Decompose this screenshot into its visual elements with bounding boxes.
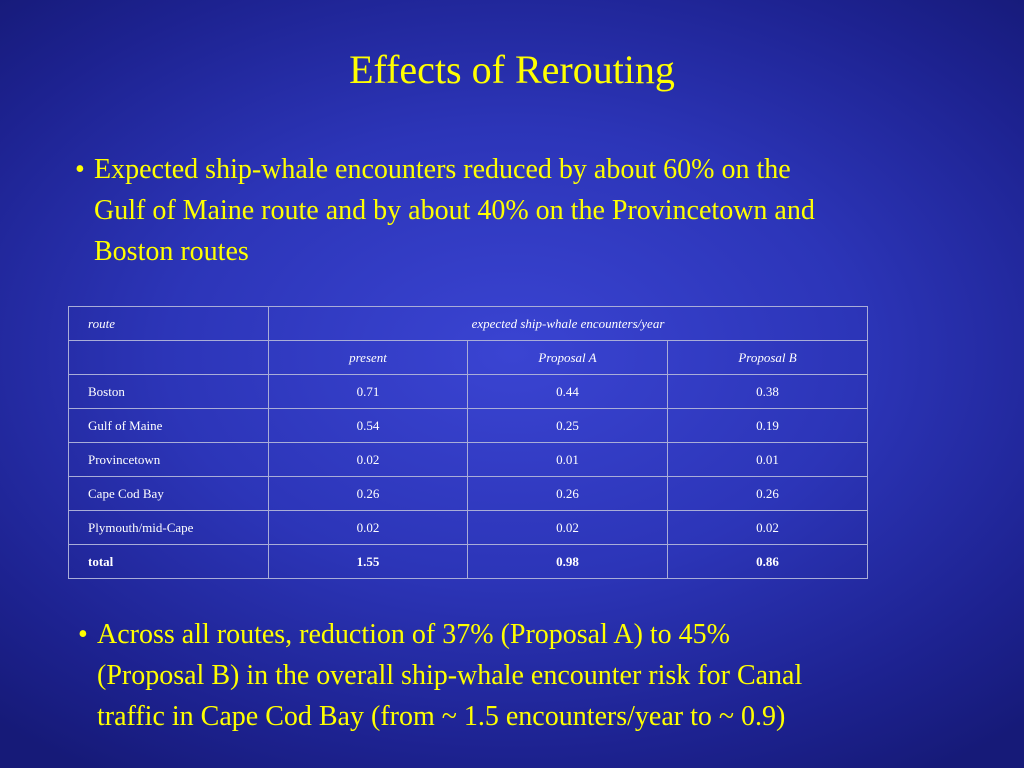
cell-present: 1.55 [269, 545, 468, 579]
cell-proposal-b: 0.26 [668, 477, 868, 511]
bullet-text: Expected ship-whale encounters reduced by about 60% on the [94, 154, 791, 185]
header-present: present [269, 341, 468, 375]
bullet-line: (Proposal B) in the overall ship-whale encounter risk for Canal [97, 660, 803, 691]
bullet-line: traffic in Cape Cod Bay (from ~ 1.5 encounters/year to ~ 0.9) [97, 701, 786, 732]
cell-proposal-a: 0.26 [468, 477, 668, 511]
row-route: Plymouth/mid-Cape [69, 511, 269, 545]
row-route: Provincetown [69, 443, 269, 477]
row-route: total [69, 545, 269, 579]
table-row [69, 477, 868, 511]
cell-proposal-a: 0.01 [468, 443, 668, 477]
cell-proposal-a: 0.02 [468, 511, 668, 545]
header-proposal-b: Proposal B [668, 341, 868, 375]
cell-proposal-b: 0.19 [668, 409, 868, 443]
header-empty-cell [69, 341, 269, 375]
bullet-marker: • [78, 619, 88, 650]
cell-proposal-b: 0.86 [668, 545, 868, 579]
row-route: Gulf of Maine [69, 409, 269, 443]
table-row [69, 443, 868, 477]
bullet-text: Across all routes, reduction of 37% (Proposal A) to 45% [97, 619, 730, 650]
table-row [69, 409, 868, 443]
cell-proposal-b: 0.38 [668, 375, 868, 409]
header-proposal-a: Proposal A [468, 341, 668, 375]
bullet-line: Gulf of Maine route and by about 40% on the Provincetown and [94, 195, 815, 226]
row-route: Boston [69, 375, 269, 409]
bullet-overall-reduction [78, 614, 998, 737]
bullet-marker: • [75, 154, 85, 185]
bullet-expected-encounters [75, 149, 995, 272]
table-subheader-row [69, 341, 868, 375]
table-row [69, 375, 868, 409]
table-total-row [69, 545, 868, 579]
table-row [69, 511, 868, 545]
header-group: expected ship-whale encounters/year [269, 307, 868, 341]
cell-present: 0.71 [269, 375, 468, 409]
cell-present: 0.26 [269, 477, 468, 511]
cell-present: 0.54 [269, 409, 468, 443]
cell-proposal-b: 0.01 [668, 443, 868, 477]
bullet-line [75, 149, 995, 190]
slide-title: Effects of Rerouting [349, 47, 675, 92]
cell-present: 0.02 [269, 443, 468, 477]
table-header-row [69, 307, 868, 341]
cell-proposal-a: 0.25 [468, 409, 668, 443]
cell-proposal-a: 0.98 [468, 545, 668, 579]
row-route: Cape Cod Bay [69, 477, 269, 511]
cell-proposal-a: 0.44 [468, 375, 668, 409]
encounters-table [68, 306, 868, 579]
bullet-line: Boston routes [94, 236, 249, 267]
cell-present: 0.02 [269, 511, 468, 545]
header-route: route [69, 307, 269, 341]
bullet-line [78, 614, 998, 655]
cell-proposal-b: 0.02 [668, 511, 868, 545]
